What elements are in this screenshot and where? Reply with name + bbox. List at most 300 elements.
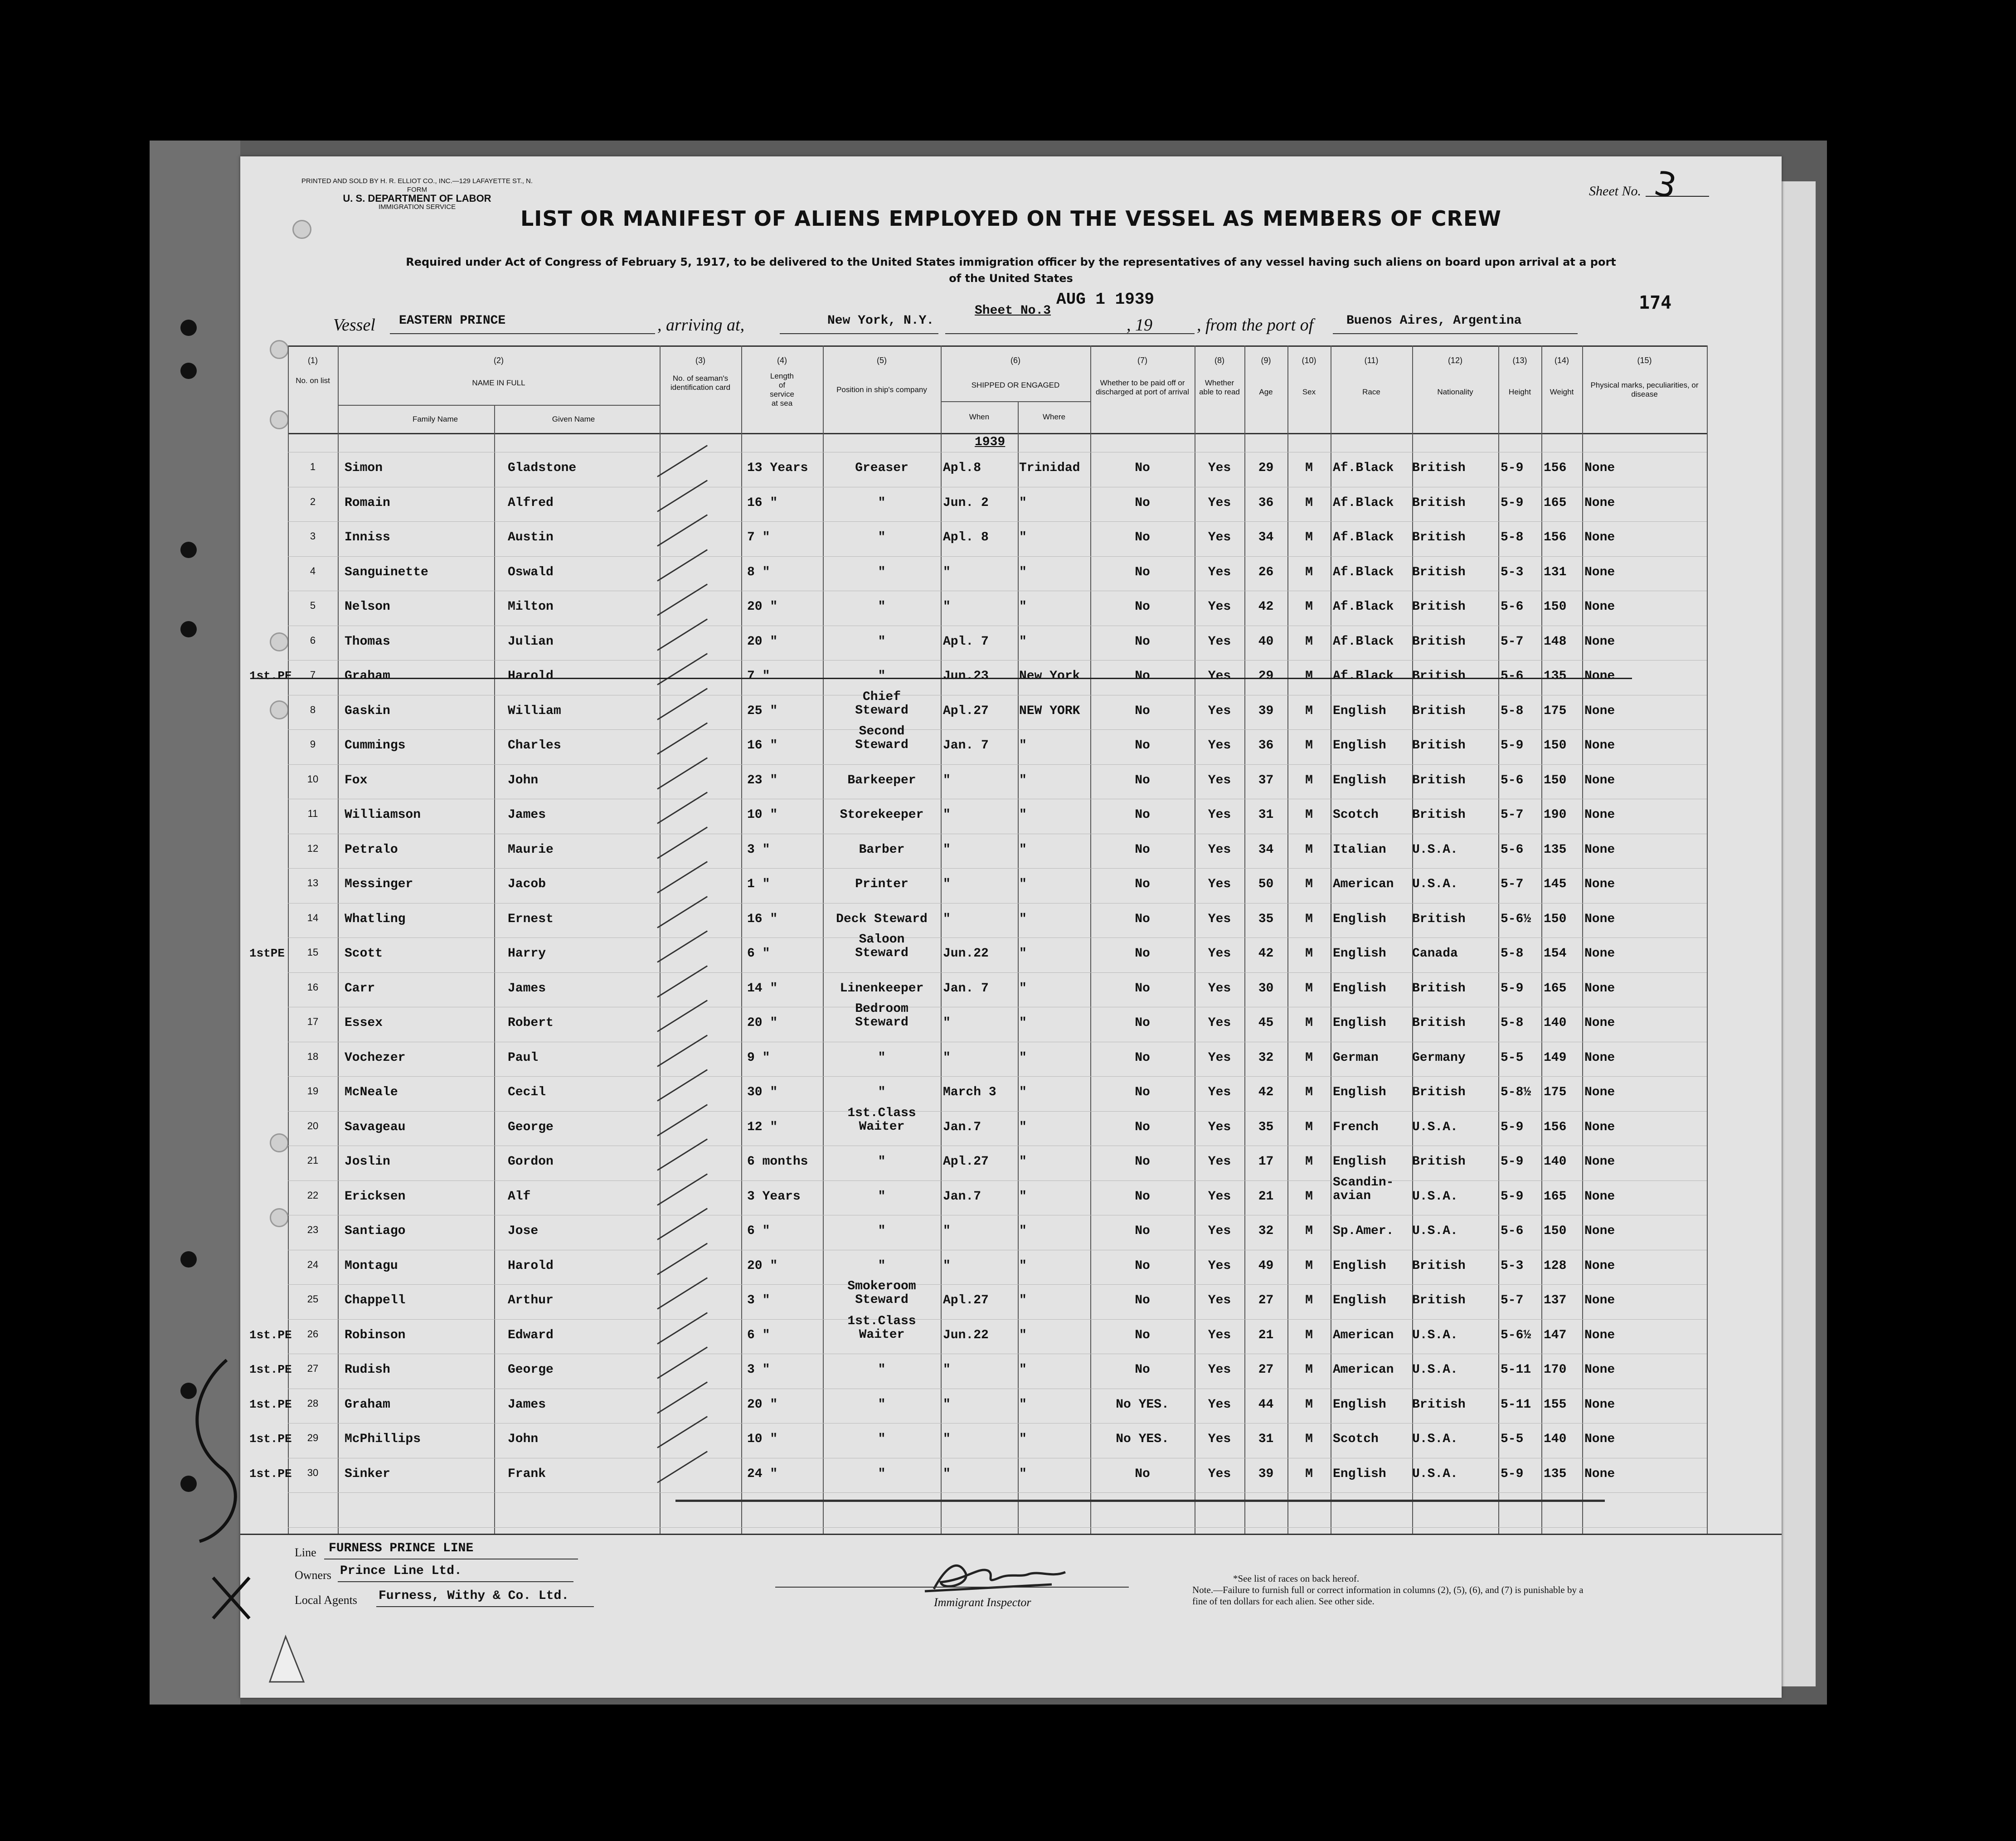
col-label-5: Position in ship's company [836,385,927,394]
cell-given: Alf [508,1189,531,1204]
cell-position: " [878,1258,886,1273]
cell-weight: 140 [1544,1016,1567,1030]
cell-marks: None [1584,808,1615,822]
cell-race: Af.Black [1333,669,1394,683]
cell-marks: None [1584,773,1615,787]
cell-weight: 145 [1544,877,1567,891]
cell-nat: British [1412,1397,1466,1412]
table-header-border [288,433,1707,434]
cell-service: 20 " [747,1397,778,1412]
cell-read: Yes [1208,1189,1231,1204]
cell-service: 6 " [747,1224,770,1238]
cell-service: 23 " [747,773,778,787]
cell-given: Alfred [508,495,554,510]
col-num-6: (6) [1010,356,1020,365]
cell-position: Smokeroom Steward [847,1279,916,1307]
cell-when: " [943,1432,951,1446]
cell-paid: No [1135,1363,1150,1377]
cell-weight: 150 [1544,1224,1567,1238]
cell-sex: M [1305,1050,1313,1065]
col-num-14: (14) [1554,356,1569,365]
cell-weight: 150 [1544,600,1567,614]
cell-where: " [1019,981,1027,996]
cell-family: Messinger [345,877,413,891]
cell-height: 5-8 [1501,1016,1524,1030]
cell-given: Harold [508,669,554,683]
cell-nat: British [1412,738,1466,753]
cell-family: Sanguinette [345,565,428,579]
cell-given: Edward [508,1328,554,1342]
cell-when: Apl.27 [943,1155,989,1169]
cell-paid: No [1135,773,1150,787]
row-rule [288,868,1707,869]
cell-given: Milton [508,600,554,614]
cell-read: Yes [1208,634,1231,649]
sheet-number-handwritten: 3 [1651,164,1680,206]
cell-family: Fox [345,773,368,787]
cell-age: 42 [1258,947,1274,961]
cell-paid: No [1135,947,1150,961]
cell-when: Jan. 7 [943,738,989,753]
cell-service: 1 " [747,877,770,891]
table-top-border [288,345,1707,347]
cell-sex: M [1305,1432,1313,1446]
cell-marks: None [1584,1224,1615,1238]
cell-race: English [1333,704,1386,718]
cell-race: Af.Black [1333,461,1394,475]
cell-position: " [878,1363,886,1377]
inspector-signature [916,1546,1106,1600]
cell-position: Storekeeper [840,808,924,822]
corner-tag [265,1632,306,1686]
cell-position: Second Steward [855,724,908,752]
punch-hole-icon [270,632,289,651]
cell-service: 20 " [747,1258,778,1273]
footer-owners-underline [338,1581,573,1582]
cell-sex: M [1305,738,1313,753]
cell-read: Yes [1208,1467,1231,1481]
cell-weight: 170 [1544,1363,1567,1377]
cell-when: " [943,1258,951,1273]
cell-weight: 156 [1544,461,1567,475]
cell-marks: None [1584,981,1615,996]
cell-race: Scotch [1333,808,1379,822]
cell-race: English [1333,1293,1386,1307]
cell-weight: 135 [1544,1467,1567,1481]
cell-race: Sp.Amer. [1333,1224,1394,1238]
cell-family: Essex [345,1016,383,1030]
cell-marks: None [1584,1432,1615,1446]
cell-given: Gordon [508,1155,554,1169]
printer-form: FORM [407,186,427,194]
cell-paid: No [1135,1189,1150,1204]
cell-service: 3 " [747,842,770,857]
cell-read: Yes [1208,1293,1231,1307]
cell-where: " [1019,1258,1027,1273]
cell-height: 5-3 [1501,565,1524,579]
cell-family: Petralo [345,842,398,857]
cell-when: " [943,912,951,926]
cell-age: 34 [1258,530,1274,544]
cell-marks: None [1584,1016,1615,1030]
date-stamp: AUG 1 1939 [1056,290,1155,309]
column-divider [741,345,742,1534]
column-divider [660,345,661,1534]
cell-service: 6 " [747,947,770,961]
cell-service: 20 " [747,1016,778,1030]
col-num-15: (15) [1637,356,1652,365]
row-rule [288,521,1707,522]
cell-paid: No [1135,495,1150,510]
cell-family: Williamson [345,808,421,822]
cell-family: Nelson [345,600,390,614]
cell-paid: No [1135,877,1150,891]
cell-where: " [1019,842,1027,857]
cell-race: Scandin- avian [1333,1175,1394,1203]
row-rule [288,1319,1707,1320]
cell-where: " [1019,1293,1027,1307]
cell-weight: 175 [1544,1085,1567,1099]
cell-height: 5-9 [1501,461,1524,475]
cell-height: 5-3 [1501,1258,1524,1273]
cell-where: " [1019,1363,1027,1377]
col-num-11: (11) [1364,356,1379,365]
cell-sex: M [1305,1328,1313,1342]
cell-race: American [1333,877,1394,891]
row-rule [288,1111,1707,1112]
cell-paid: No [1135,634,1150,649]
cell-weight: 155 [1544,1397,1567,1412]
cell-service: 20 " [747,600,778,614]
cell-paid: No [1135,530,1150,544]
col-label-14: Weight [1550,388,1574,396]
binder-hole-icon [180,1251,197,1268]
margin-mark: 1st.PE [249,1432,292,1446]
cell-age: 42 [1258,600,1274,614]
cell-when: Apl. 8 [943,530,989,544]
cell-service: 3 " [747,1293,770,1307]
cell-age: 27 [1258,1293,1274,1307]
cell-height: 5-7 [1501,808,1524,822]
cell-where: NEW YORK [1019,704,1080,718]
cell-height: 5-9 [1501,1155,1524,1169]
cell-service: 16 " [747,912,778,926]
cell-weight: 140 [1544,1155,1567,1169]
cell-sex: M [1305,1120,1313,1134]
col-label-12: Nationality [1437,388,1473,396]
cell-height: 5-9 [1501,1189,1524,1204]
cell-no: 23 [307,1224,319,1235]
cell-family: Ericksen [345,1189,406,1204]
cell-when: Jun.22 [943,1328,989,1342]
cell-when: " [943,1397,951,1412]
cell-position: " [878,600,886,614]
cell-sex: M [1305,1016,1313,1030]
column-divider [941,345,942,1534]
cell-nat: U.S.A. [1412,1363,1458,1377]
cell-age: 42 [1258,1085,1274,1099]
cell-given: Jacob [508,877,546,891]
cell-family: Graham [345,669,390,683]
subtitle-line-1: Required under Act of Congress of February 5, 1917, to be delivered to the United States immigration officer by the representatives of any vessel having such aliens on board upon arrival at a port [406,256,1616,268]
cell-race: English [1333,1467,1386,1481]
cell-service: 8 " [747,565,770,579]
cell-position: " [878,530,886,544]
year-underline [1158,333,1195,334]
cell-weight: 156 [1544,530,1567,544]
cell-weight: 135 [1544,669,1567,683]
cell-sex: M [1305,1293,1313,1307]
cell-nat: U.S.A. [1412,842,1458,857]
cell-age: 45 [1258,1016,1274,1030]
col-label-15: Physical marks, peculiarities, or disease [1590,381,1699,398]
cell-where: " [1019,1120,1027,1134]
cell-position: Barkeeper [847,773,916,787]
cell-position: 1st.Class Waiter [847,1314,916,1342]
column-divider [288,345,289,1534]
cell-height: 5-8 [1501,947,1524,961]
cell-marks: None [1584,461,1615,475]
cell-no: 30 [307,1467,319,1478]
cell-where: " [1019,1085,1027,1099]
cell-service: 24 " [747,1467,778,1481]
cell-paid: No [1135,1258,1150,1273]
cell-no: 12 [307,842,319,854]
cell-paid: No [1135,808,1150,822]
cell-age: 31 [1258,1432,1274,1446]
cell-weight: 150 [1544,738,1567,753]
cell-read: Yes [1208,877,1231,891]
cell-service: 7 " [747,669,770,683]
cell-race: Af.Black [1333,530,1394,544]
col-num-12: (12) [1448,356,1462,365]
cell-nat: British [1412,600,1466,614]
footer-owners-value: Prince Line Ltd. [340,1564,462,1578]
footer-line-value: FURNESS PRINCE LINE [329,1541,474,1555]
cell-when: Jun.22 [943,947,989,961]
cell-position: " [878,1467,886,1481]
cell-race: English [1333,773,1386,787]
cell-no: 2 [310,495,316,507]
cell-service: 16 " [747,738,778,753]
col-num-8: (8) [1214,356,1224,365]
cell-where: " [1019,738,1027,753]
cell-race: Af.Black [1333,634,1394,649]
cell-when: " [943,1467,951,1481]
column-divider [1412,345,1413,1534]
cell-service: 20 " [747,634,778,649]
cell-paid: No [1135,1016,1150,1030]
cell-nat: British [1412,773,1466,787]
cell-given: Harry [508,947,546,961]
cell-no: 16 [307,981,319,993]
cell-age: 27 [1258,1363,1274,1377]
cell-nat: British [1412,669,1466,683]
from-underline [1333,333,1578,334]
from-label: , from the port of [1197,316,1314,335]
binder-hole-icon [180,363,197,379]
cell-marks: None [1584,1085,1615,1099]
cell-height: 5-6 [1501,773,1524,787]
cell-nat: British [1412,634,1466,649]
col-sub-given: Given Name [552,415,595,423]
cell-height: 5-5 [1501,1050,1524,1065]
row-rule [288,1527,1707,1528]
cell-sex: M [1305,565,1313,579]
from-port: Buenos Aires, Argentina [1346,314,1522,328]
cell-marks: None [1584,1155,1615,1169]
cell-read: Yes [1208,1397,1231,1412]
cell-age: 29 [1258,461,1274,475]
year-heading: 1939 [975,435,1006,449]
cell-weight: 150 [1544,773,1567,787]
cell-service: 6 " [747,1328,770,1342]
footer-owners-label: Owners [295,1569,331,1582]
cell-height: 5-6½ [1501,912,1531,926]
cell-marks: None [1584,877,1615,891]
cell-paid: No YES. [1116,1432,1169,1446]
cell-position: " [878,1432,886,1446]
cell-service: 10 " [747,1432,778,1446]
cell-nat: U.S.A. [1412,1328,1458,1342]
cell-family: Cummings [345,738,406,753]
cell-marks: None [1584,1258,1615,1273]
col-label-9: Age [1259,388,1273,396]
cell-race: English [1333,981,1386,996]
cell-family: Chappell [345,1293,406,1307]
cell-nat: British [1412,461,1466,475]
cell-family: Thomas [345,634,390,649]
column-divider [823,345,824,1534]
cell-no: 20 [307,1120,319,1132]
cell-height: 5-7 [1501,1293,1524,1307]
cell-where: " [1019,1328,1027,1342]
cell-when: Jan.7 [943,1189,981,1204]
cell-where: " [1019,947,1027,961]
cell-age: 26 [1258,565,1274,579]
cell-given: Gladstone [508,461,577,475]
cell-given: Charles [508,738,561,753]
cell-marks: None [1584,1397,1615,1412]
cell-nat: British [1412,495,1466,510]
cell-nat: Germany [1412,1050,1466,1065]
cell-height: 5-6 [1501,600,1524,614]
row-rule [288,1076,1707,1077]
column-divider [1498,345,1499,1534]
cell-sex: M [1305,1397,1313,1412]
arriving-label: , arriving at, [657,316,745,335]
cell-nat: British [1412,1258,1466,1273]
cell-no: 26 [307,1328,319,1340]
cell-where: " [1019,773,1027,787]
cell-no: 11 [307,808,318,819]
cell-nat: British [1412,1016,1466,1030]
col-label-2: NAME IN FULL [472,379,525,387]
cell-where: " [1019,808,1027,822]
cell-no: 3 [310,530,316,542]
cell-read: Yes [1208,461,1231,475]
cell-height: 5-9 [1501,981,1524,996]
cell-nat: U.S.A. [1412,877,1458,891]
cell-marks: None [1584,1293,1615,1307]
cell-sex: M [1305,1258,1313,1273]
column-divider [1541,345,1542,1534]
cell-age: 21 [1258,1189,1274,1204]
cell-sex: M [1305,981,1313,996]
service-name: IMMIGRATION SERVICE [378,203,456,211]
cell-where: " [1019,1050,1027,1065]
cell-position: 1st.Class Waiter [847,1106,916,1134]
cell-sex: M [1305,704,1313,718]
cell-race: English [1333,1085,1386,1099]
cell-nat: British [1412,565,1466,579]
cell-sex: M [1305,808,1313,822]
cell-race: American [1333,1363,1394,1377]
row-7-strike-line [254,678,1632,679]
margin-mark: 1st.PE [249,1328,292,1342]
cell-no: 21 [307,1155,319,1166]
col-label-11: Race [1362,388,1380,396]
column-divider [1582,345,1583,1534]
cell-where: " [1019,495,1027,510]
cell-family: Inniss [345,530,390,544]
cell-read: Yes [1208,1432,1231,1446]
cell-no: 17 [307,1016,319,1027]
col-num-3: (3) [695,356,705,365]
cell-given: Harold [508,1258,554,1273]
cell-no: 7 [310,669,316,680]
subtitle-line-2: of the United States [949,272,1073,285]
cell-height: 5-8½ [1501,1085,1531,1099]
cell-paid: No [1135,565,1150,579]
cell-paid: No [1135,1293,1150,1307]
cell-no: 29 [307,1432,319,1443]
cell-age: 35 [1258,1120,1274,1134]
margin-mark: 1st.PE [249,1397,292,1411]
cell-nat: British [1412,912,1466,926]
column-divider [1707,345,1708,1534]
column-divider [1244,345,1245,1534]
page-subtitle [354,254,1668,287]
cell-race: Italian [1333,842,1386,857]
cell-nat: U.S.A. [1412,1467,1458,1481]
cell-sex: M [1305,495,1313,510]
cell-family: Graham [345,1397,390,1412]
cell-nat: British [1412,981,1466,996]
cell-no: 6 [310,634,316,646]
cell-race: Af.Black [1333,565,1394,579]
cell-read: Yes [1208,1016,1231,1030]
cell-when: " [943,565,951,579]
cell-when: Apl.27 [943,1293,989,1307]
cell-paid: No [1135,1328,1150,1342]
cell-no: 22 [307,1189,319,1201]
col-label-1: No. on list [296,376,330,385]
cell-family: Savageau [345,1120,406,1134]
cell-paid: No [1135,704,1150,718]
cell-when: " [943,808,951,822]
cell-given: George [508,1120,554,1134]
cell-when: " [943,1363,951,1377]
cell-read: Yes [1208,600,1231,614]
cell-family: Montagu [345,1258,398,1273]
cell-given: Ernest [508,912,554,926]
cell-nat: Canada [1412,947,1458,961]
cell-no: 1 [310,461,316,472]
cell-no: 8 [310,704,316,715]
cell-given: Robert [508,1016,554,1030]
cell-race: English [1333,1258,1386,1273]
